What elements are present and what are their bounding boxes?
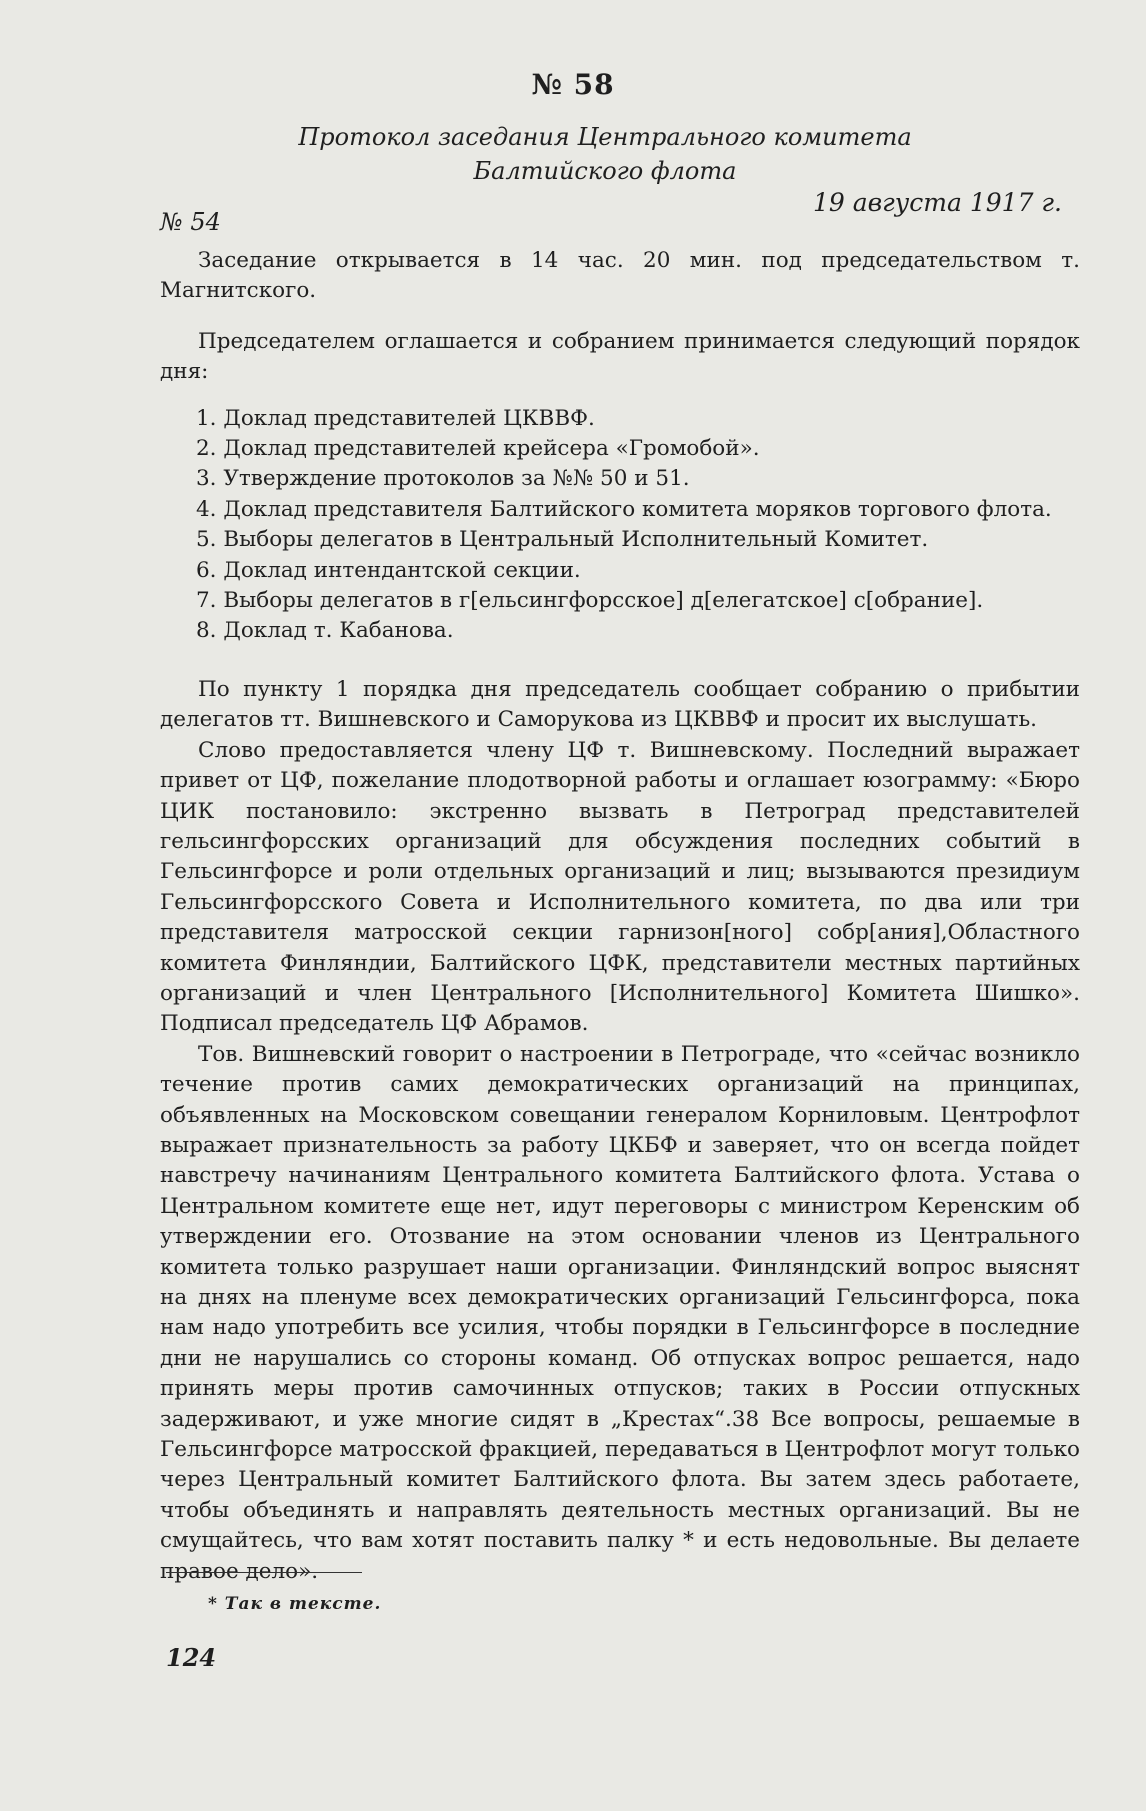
footnote: * Так в тексте. (208, 1594, 382, 1614)
agenda-item: 6. Доклад интендантской секции. (196, 557, 581, 583)
agenda-item: 8. Доклад т. Кабанова. (196, 618, 454, 644)
agenda-item: 7. Выборы делегатов в г[ельсингфорсское] д[елегатское] с[обрание]. (196, 588, 984, 614)
paragraph-vishnevsky-greeting: Слово предоставляется члену ЦФ т. Вишневскому. Последний выражает привет от ЦФ, пожелание плодотворной работы и оглашает юзограмму: «Бюро ЦИК постановило: экстренно вызвать в Петроград представителей гельсингфорсских организаций для обсуждения последних событий в Гельсингфорсе и роли отдельных организаций и лиц; вызываются президиум Гельсингфорсского Совета и Исполнительного комитета, по два или три представителя матросской секции гарнизон[ного] собр[ания],Областного комитета Финляндии, Балтийского ЦФК, представители местных партийных организаций и член Центрального [Исполнительного] Комитета Шишко». Подписал председатель ЦФ Абрамов. (160, 737, 1080, 1037)
agenda-list (160, 404, 1080, 647)
agenda-intro: Председателем оглашается и собранием принимается следующий порядок дня: (160, 328, 1080, 385)
document-number: № 58 (531, 68, 615, 101)
footnote-divider (166, 1572, 362, 1573)
page-number: 124 (166, 1643, 217, 1672)
paragraph-vishnevsky-speech: Тов. Вишневский говорит о настроении в Петрограде, что «сейчас возникло течение против самих демократических организаций на принципах, объявленных на Московском совещании генералом Корниловым. Центрофлот выражает признательность за работу ЦКБФ и заверяет, что он всегда пойдет навстречу начинаниям Центрального комитета Балтийского флота. Устава о Центральном комитете еще нет, идут переговоры с министром Керенским об утверждении его. Отозвание на этом основании членов из Центрального комитета только разрушает наши организации. Финляндский вопрос выяснят на днях на пленуме всех демократических организаций Гельсингфорса, пока нам надо употребить все усилия, чтобы порядки в Гельсингфорсе в последние дни не нарушались со стороны команд. Об отпусках вопрос решается, надо принять меры против самочинных отпусков; таких в России отпускных задерживают, и уже многие сидят в „Крестах“.38 Все вопросы, решаемые в Гельсингфорсе матросской фракцией, передаваться в Центрофлот могут только через Центральный комитет Балтийского флота. Вы затем здесь работаете, чтобы объединять и направлять деятельность местных организаций. Вы не смущайтесь, что вам хотят поставить палку * и есть недовольные. Вы делаете правое дело». (160, 1041, 1080, 1584)
agenda-item: 5. Выборы делегатов в Центральный Исполнительный Комитет. (196, 527, 929, 553)
opening-paragraph: Заседание открывается в 14 час. 20 мин. под председательством т. Магнитского. (160, 248, 1080, 304)
protocol-date: 19 августа 1917 г. (812, 188, 1062, 217)
title-line-1: Протокол заседания Центрального комитета (298, 123, 912, 151)
agenda-item: 4. Доклад представителя Балтийского комитета моряков торгового флота. (196, 496, 1052, 522)
document-title (0, 120, 1146, 188)
agenda-item: 3. Утверждение протоколов за №№ 50 и 51. (196, 466, 690, 492)
protocol-number: № 54 (160, 208, 221, 236)
title-line-2: Балтийского флота (473, 157, 737, 185)
agenda-item: 2. Доклад представителей крейсера «Громобой». (196, 436, 760, 462)
body-text (160, 246, 1080, 1587)
paragraph-item-1: По пункту 1 порядка дня председатель сообщает собранию о прибытии делегатов тт. Вишневского и Саморукова из ЦКВВФ и просит их выслушать. (160, 676, 1080, 733)
agenda-item: 1. Доклад представителей ЦКВВФ. (196, 405, 595, 431)
